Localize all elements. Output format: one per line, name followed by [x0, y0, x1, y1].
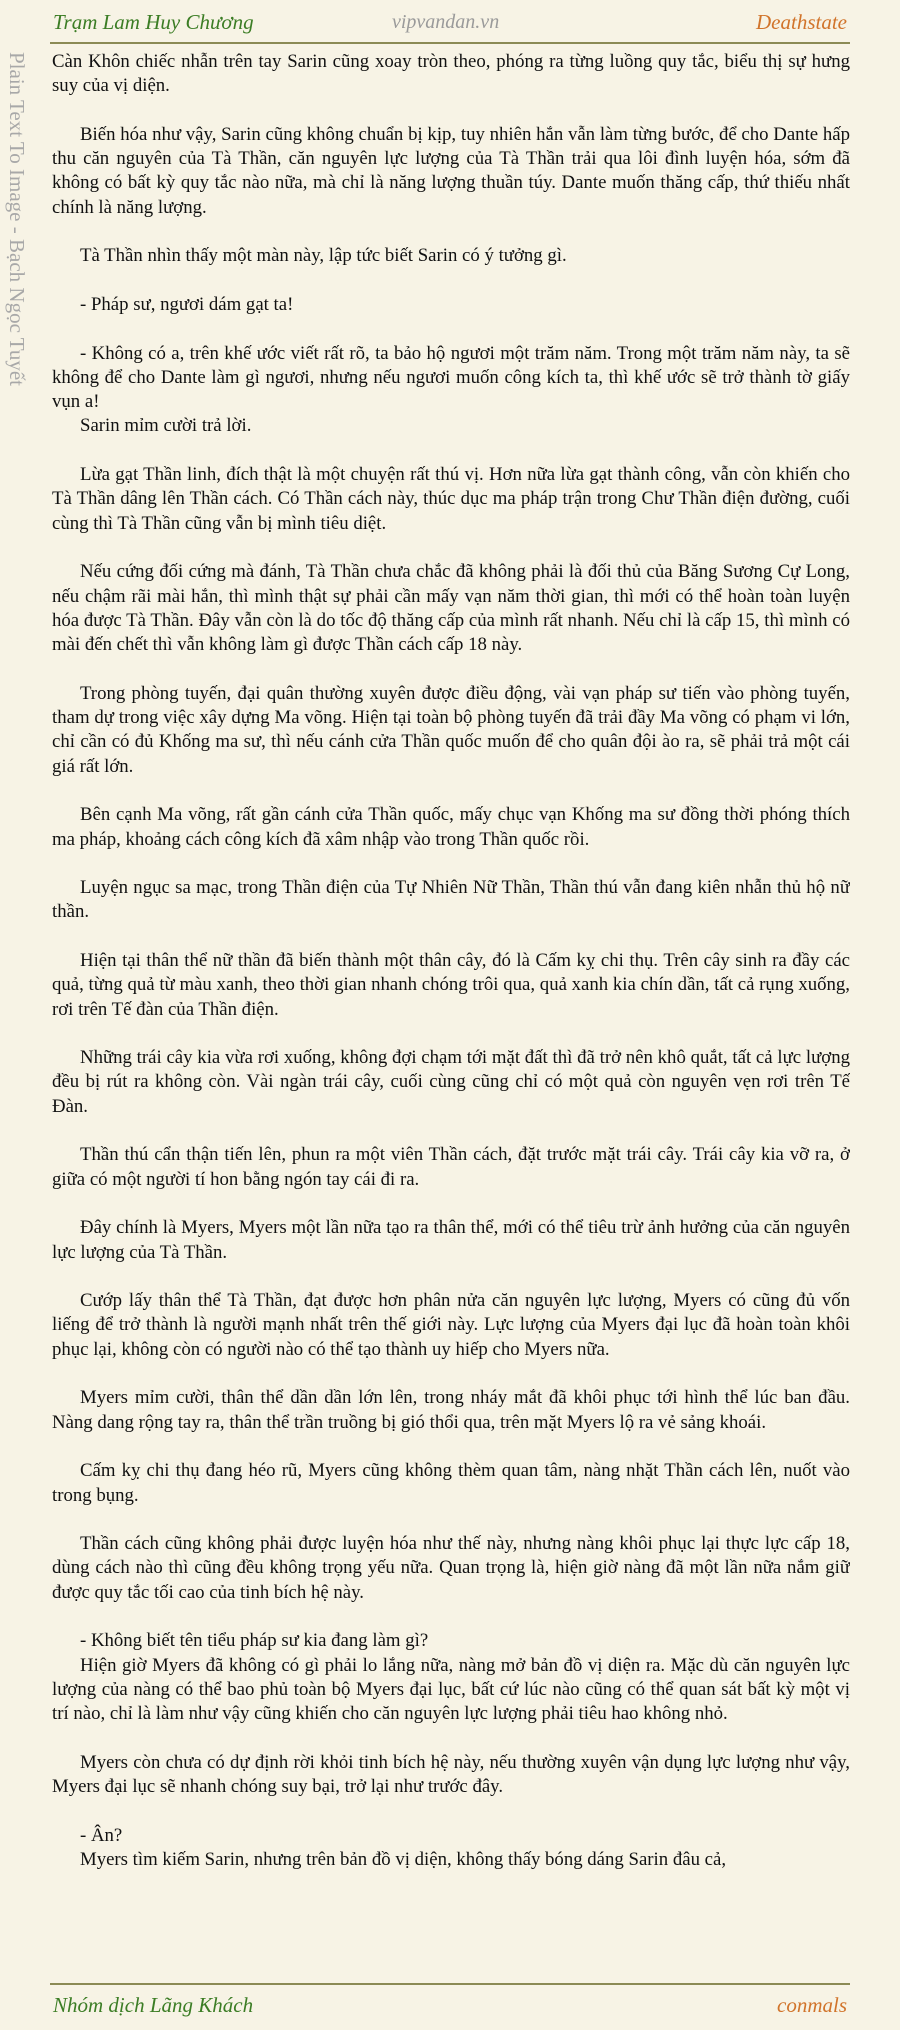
- header-divider: [50, 42, 850, 44]
- paragraph: - Pháp sư, ngươi dám gạt ta!: [80, 293, 294, 315]
- paragraph: Những trái cây kia vừa rơi xuống, không đợi chạm tới mặt đất thì đã trở nên khô quắt, tất cả lực lượng đều bị rút ra không còn. Vài ngàn trái cây, cuối cùng cũng chỉ có một quả còn nguyên vẹn rơi trên Tế Đàn.: [52, 1047, 850, 1117]
- footer-editor: conmals: [777, 1993, 847, 2017]
- paragraph: Myers còn chưa có dự định rời khỏi tinh bích hệ này, nếu thường xuyên vận dụng lực lượng như vậy, Myers đại lục sẽ nhanh chóng suy bại, trở lại như trước đây.: [52, 1751, 850, 1798]
- side-watermark-label: Plain Text To Image - Bạch Ngọc Tuyết: [5, 52, 29, 387]
- paragraph: Bên cạnh Ma võng, rất gần cánh cửa Thần quốc, mấy chục vạn Khống ma sư đồng thời phóng thích ma pháp, khoảng cách công kích đã xâm nhập vào trong Thần quốc rồi.: [52, 804, 850, 850]
- footer-translator-group: Nhóm dịch Lãng Khách: [53, 1993, 254, 2017]
- paragraph: Thần cách cũng không phải được luyện hóa như thế này, nhưng nàng khôi phục lại thực lực cấp 18, dùng cách nào thì cũng đều không trọng yếu nữa. Quan trọng là, hiện giờ nàng đã một lần nữa nắm giữ được quy tắc tối cao của tinh bích hệ này.: [52, 1533, 850, 1603]
- header-domain: vipvandan.vn: [392, 11, 500, 33]
- paragraph: Càn Khôn chiếc nhẫn trên tay Sarin cũng xoay tròn theo, phóng ra từng luồng quy tắc, biểu thị sự hưng suy của vị diện.: [52, 51, 850, 97]
- paragraph: Sarin mỉm cười trả lời.: [80, 415, 252, 437]
- paragraph: Cướp lấy thân thể Tà Thần, đạt được hơn phân nửa căn nguyên lực lượng, Myers có cũng đủ vốn liếng để trở thành là người mạnh nhất trên thế giới này. Lực lượng của Myers đại lục đã hoàn toàn khôi phục lại, không còn có người nào có thể tạo thành uy hiếp cho Myers nữa.: [52, 1290, 850, 1360]
- paragraph: Biến hóa như vậy, Sarin cũng không chuẩn bị kịp, tuy nhiên hắn vẫn làm từng bước, để cho Dante hấp thu căn nguyên của Tà Thần, căn nguyên lực lượng của Tà Thần trải qua lôi đình luyện hóa, sớm đã không có bất kỳ quy tắc nào nữa, mà chỉ là năng lượng thuần túy. Dante muốn thăng cấp, thứ thiếu nhất chính là năng lượng.: [52, 123, 850, 218]
- paragraph: Cấm kỵ chi thụ đang héo rũ, Myers cũng không thèm quan tâm, nàng nhặt Thần cách lên, nuốt vào trong bụng.: [52, 1460, 850, 1506]
- header-site-name: Trạm Lam Huy Chương: [53, 10, 254, 34]
- paragraph: - Không biết tên tiểu pháp sư kia đang làm gì?: [80, 1630, 429, 1652]
- paragraph: - Không có a, trên khế ước viết rất rõ, ta bảo hộ ngươi một trăm năm. Trong một trăm năm này, ta sẽ không để cho Dante làm gì ngươi, nhưng nếu ngươi muốn công kích ta, thì khế ước sẽ trở thành tờ giấy vụn a!: [52, 342, 850, 413]
- paragraph: Trong phòng tuyến, đại quân thường xuyên được điều động, vài vạn pháp sư tiến vào phòng tuyến, tham dự trong việc xây dựng Ma võng. Hiện tại toàn bộ phòng tuyến đã trải đầy Ma võng có phạm vi lớn, chỉ cần có đủ Khống ma sư, thì nếu cánh cửa Thần quốc muốn để cho quân đội ào ra, sẽ phải trả một cái giá rất lớn.: [52, 682, 850, 777]
- chapter-text: [52, 50, 850, 1975]
- header-book-title: Deathstate: [756, 10, 847, 34]
- paragraph: Hiện giờ Myers đã không có gì phải lo lắng nữa, nàng mở bản đồ vị diện ra. Mặc dù căn nguyên lực lượng của nàng có thể bao phủ toàn bộ Myers đại lục, bất cứ lúc nào cũng có thể quan sát bất kỳ một vị trí nào, chỉ là làm như vậy cũng khiến cho căn nguyên lực lượng phải tiêu hao không nhỏ.: [52, 1654, 850, 1725]
- paragraph: Myers tìm kiếm Sarin, nhưng trên bản đồ vị diện, không thấy bóng dáng Sarin đâu cả,: [80, 1848, 727, 1870]
- paragraph: - Ân?: [80, 1824, 123, 1846]
- paragraph: Đây chính là Myers, Myers một lần nữa tạo ra thân thể, mới có thể tiêu trừ ảnh hưởng của căn nguyên lực lượng của Tà Thần.: [52, 1217, 850, 1263]
- paragraph: Nếu cứng đối cứng mà đánh, Tà Thần chưa chắc đã không phải là đối thủ của Băng Sương Cự Long, nếu chậm rãi mài hắn, thì mình thật sự phải cần mấy vạn năm thời gian, thì mới có thể hoàn toàn luyện hóa được Tà Thần. Đây vẫn còn là do tốc độ thăng cấp của mình rất nhanh. Nếu chỉ là cấp 15, thì mình có mài đến chết thì vẫn không làm gì được Thần cách cấp 18 này.: [52, 561, 850, 656]
- page-header: [0, 0, 900, 42]
- paragraph: Luyện ngục sa mạc, trong Thần điện của Tự Nhiên Nữ Thần, Thần thú vẫn đang kiên nhẫn thủ hộ nữ thần.: [52, 877, 850, 923]
- paragraph: Lừa gạt Thần linh, đích thật là một chuyện rất thú vị. Hơn nữa lừa gạt thành công, vẫn còn khiến cho Tà Thần dâng lên Thần cách. Có Thần cách này, thúc dục ma pháp trận trong Chư Thần điện đường, cuối cùng thì Tà Thần cũng vẫn bị mình tiêu diệt.: [52, 464, 850, 534]
- paragraph: Thần thú cẩn thận tiến lên, phun ra một viên Thần cách, đặt trước mặt trái cây. Trái cây kia vỡ ra, ở giữa có một người tí hon bằng ngón tay cái đi ra.: [52, 1144, 850, 1190]
- paragraph: Hiện tại thân thể nữ thần đã biến thành một thân cây, đó là Cấm kỵ chi thụ. Trên cây sinh ra đầy các quả, từng quả từ màu xanh, theo thời gian nhanh chóng trôi qua, quả xanh kia chín dần, tất cả rụng xuống, rơi trên Tế đàn của Thần điện.: [52, 949, 850, 1020]
- paragraph: Myers mỉm cười, thân thể dần dần lớn lên, trong nháy mắt đã khôi phục tới hình thể lúc ban đầu. Nàng dang rộng tay ra, thân thể trần truồng bị gió thổi qua, trên mặt Myers lộ ra vẻ sảng khoái.: [52, 1387, 850, 1433]
- page-footer: [0, 1985, 900, 2030]
- paragraph: Tà Thần nhìn thấy một màn này, lập tức biết Sarin có ý tưởng gì.: [80, 245, 567, 267]
